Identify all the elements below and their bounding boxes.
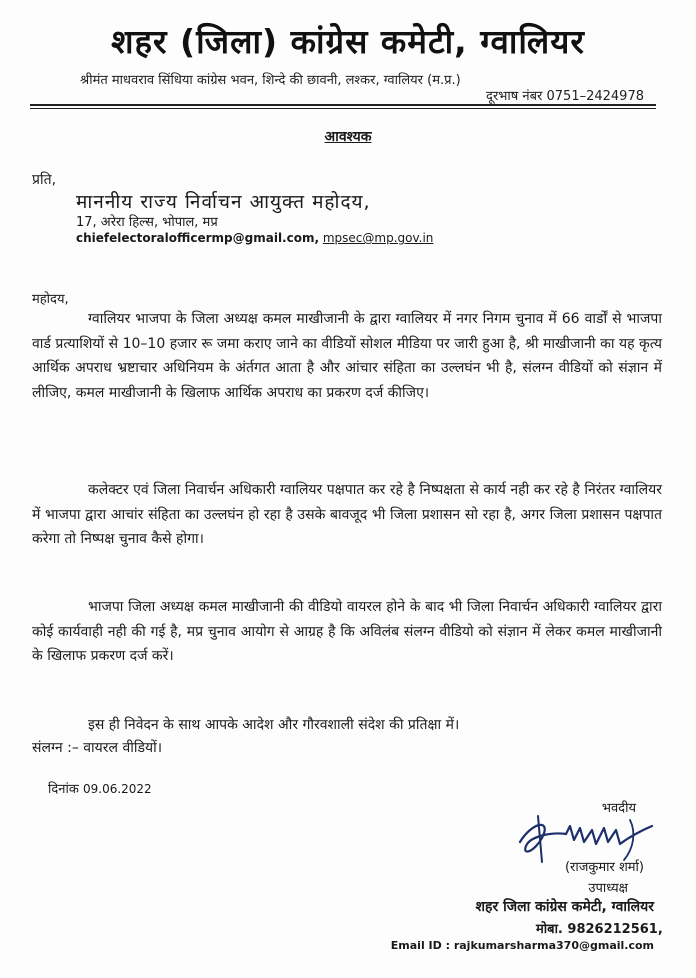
letterhead-address: श्रीमंत माधवराव सिंधिया कांग्रेस भवन, शिन्दे की छावनी, लश्कर, ग्वालियर (म.प्र.)	[80, 73, 461, 88]
body-paragraph-2: कलेक्टर एवं जिला निवार्चन अधिकारी ग्वालियर पक्षपात कर रहे है निष्पक्षता से कार्य नही कर रहे है निरंतर ग्वालियर में भाजपा द्वारा आचांर संहिता का उल्लघंन हो रहा है उसके बावजूद भी जिला प्रशासन सो रहा है, अगर जिला प्रशासन पक्षपात करेगा तो निष्पक्ष चुनाव कैसे होगा।	[32, 482, 662, 547]
date-line	[48, 779, 152, 797]
closing-text: भवदीय	[601, 801, 636, 816]
subject-heading	[0, 127, 696, 146]
body-paragraph-1: ग्वालियर भाजपा के जिला अध्यक्ष कमल माखीजानी के द्वारा ग्वालियर में नगर निगम चुनाव में 66 वार्डों से भाजपा वार्ड प्रत्याशियों से 10–10 हजार रू जमा कराए जाने का वीडियों सोशल मीडिया पर जारी हुआ है, श्री माखीजानी का यह कृत्य आर्थिक अपराध भ्रष्टाचार अधिनियम के अंर्तगत आता है और आंचार संहिता का उल्लघंन भी है, संलग्न वीडियों को संज्ञान में लीजिए, कमल माखीजानी के खिलाफ आर्थिक अपराध का प्रकरण दर्ज कीजिए।	[32, 311, 662, 401]
letterhead-title: शहर (जिला) कांग्रेस कमेटी, ग्वालियर	[111, 22, 585, 61]
letterhead-rule-top	[30, 104, 656, 106]
signatory-mobile: मोबा. 9826212561,	[536, 922, 663, 937]
recipient-emails	[76, 231, 433, 245]
date-value: 09.06.2022	[82, 782, 152, 796]
recipient-email-secondary[interactable]: mpsec@mp.gov.in	[322, 231, 434, 245]
recipient-name: माननीय राज्य निर्वाचन आयुक्त महोदय,	[76, 191, 371, 213]
letterhead-rule-bottom	[30, 108, 656, 109]
signatory-email[interactable]: Email ID : rajkumarsharma370@gmail.com	[390, 939, 654, 952]
letterhead-phone: दूरभाष नंबर 0751–2424978	[486, 89, 644, 104]
salutation: महोदय,	[32, 292, 69, 307]
date-label: दिनांक	[48, 782, 79, 797]
body-paragraph-3: भाजपा जिला अध्यक्ष कमल माखीजानी की वीडियो वायरल होने के बाद भी जिला निवार्चन अधिकारी ग्वालियर द्वारा कोई कार्यवाही नही की गई है, मप्र चुनाव आयोग से आग्रह है कि अविलंब संलग्न वीडियो को संज्ञान में लेकर कमल माखीजानी के खिलाफ प्रकरण दर्ज करें।	[32, 599, 662, 664]
recipient-address: 17, अरेरा हिल्स, भोपाल, मप्र	[76, 215, 218, 230]
enclosure-note: संलग्न :– वायरल वीडियों।	[32, 740, 163, 756]
signatory-name: (राजकुमार शर्मा)	[564, 860, 644, 875]
body-paragraph-4: इस ही निवेदन के साथ आपके आदेश और गौरवशाली संदेश की प्रतिक्षा में।	[88, 717, 460, 733]
recipient-email-primary[interactable]: chiefelectoralofficermp@gmail.com,	[76, 231, 320, 245]
subject-text: आवश्यक	[324, 129, 372, 145]
signatory-designation: उपाध्यक्ष	[588, 881, 628, 896]
to-label: प्रति,	[32, 172, 57, 188]
signatory-organization: शहर जिला कांग्रेस कमेटी, ग्वालियर	[475, 899, 654, 915]
